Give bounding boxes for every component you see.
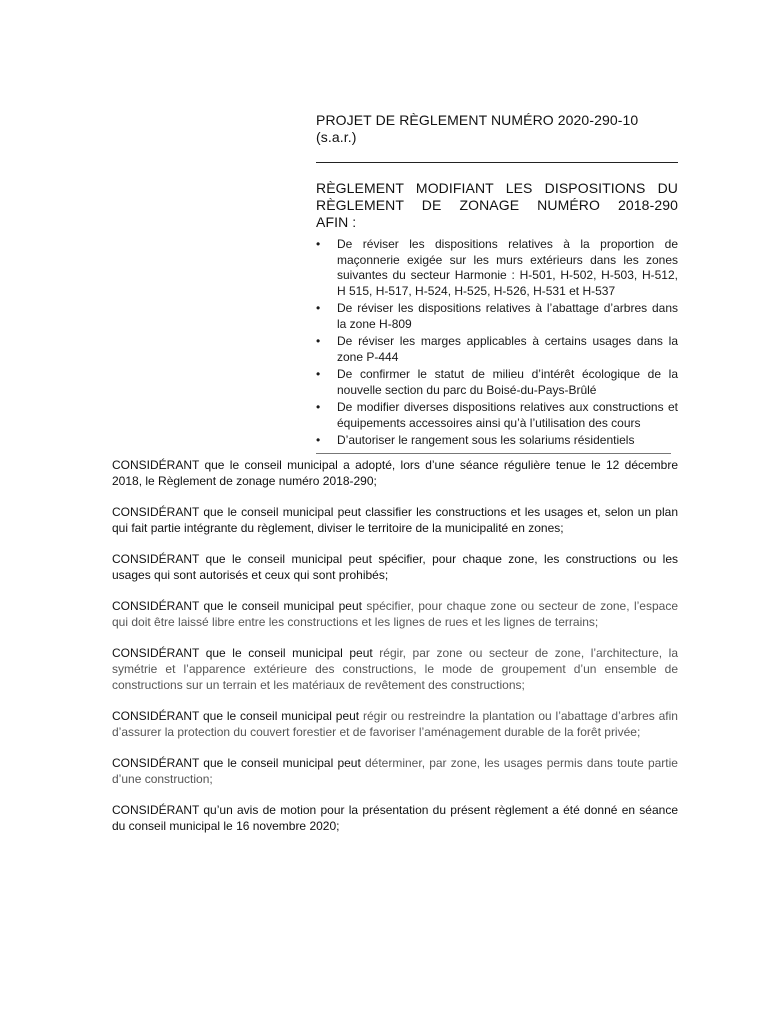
considering-paragraph [112,551,678,583]
document-header [316,112,678,454]
objective-item [316,334,678,365]
objective-text: De modifier diverses dispositions relatives aux constructions et équipements accessoires ainsi qu’à l’utilisation des cours [337,400,678,430]
bullet-icon: • [316,433,321,447]
bullet-icon: • [316,301,321,315]
paragraph-continuation-text: régir, par zone ou secteur de zone, l’architecture, la symétrie et l’apparence extérieure des constructions, le mode de groupement d’un ensemble de constructions sur un terrain et les matériaux de revêtement des constructions; [112,646,678,692]
bylaw-title-line-2: RÈGLEMENT DE ZONAGE NUMÉRO 2018-290 [316,197,678,213]
bylaw-title-line-3: AFIN : [316,214,357,230]
bullet-icon: • [316,334,321,348]
considering-paragraph [112,708,678,740]
objective-item [316,367,678,398]
paragraph-continuation-text: spécifier, pour chaque zone ou secteur de zone, l’espace qui doit être laissé libre entre les constructions et les lignes de rues et les lignes de terrains; [112,599,678,629]
project-number-line: PROJET DE RÈGLEMENT NUMÉRO 2020-290-10 [316,112,639,128]
paragraph-lead-text: CONSIDÉRANT que le conseil municipal peut [112,646,373,660]
bullet-icon: • [316,367,321,381]
paragraph-lead-text: CONSIDÉRANT que le conseil municipal peut spécifier, pour chaque zone, les constructions ou les usages qui sont autorisés et ceux qui sont prohibés; [112,552,678,582]
considering-paragraph [112,802,678,834]
objectives-list [316,237,678,449]
header-divider [316,162,678,163]
objective-item [316,433,678,449]
objective-text: De réviser les marges applicables à certains usages dans la zone P-444 [337,334,678,364]
objective-text: De réviser les dispositions relatives à la proportion de maçonnerie exigée sur les murs extérieurs dans les zones suivantes du secteur Harmonie : H-501, H-502, H-503, H-512, H 515, H-517, H-524, H-525, H-526, H-531 et H-537 [337,237,678,298]
considering-paragraph [112,457,678,489]
paragraph-lead-text: CONSIDÉRANT que le conseil municipal peut [112,709,360,723]
considering-paragraph [112,755,678,787]
objective-item [316,400,678,431]
considering-paragraph [112,598,678,630]
paragraph-lead-text: CONSIDÉRANT qu’un avis de motion pour la présentation du présent règlement a été donné en séance du conseil municipal le 16 novembre 2020; [112,803,678,833]
paragraph-continuation-text: déterminer, par zone, les usages permis dans toute partie d’une construction; [112,756,678,786]
objective-item [316,237,678,299]
paragraph-lead-text: CONSIDÉRANT que le conseil municipal peut [112,756,361,770]
bullet-icon: • [316,400,321,414]
objective-text: D’autoriser le rangement sous les solariums résidentiels [337,433,635,447]
objective-text: De confirmer le statut de milieu d’intérêt écologique de la nouvelle section du parc du Boisé-du-Pays-Brûlé [337,367,678,397]
objective-text: De réviser les dispositions relatives à l’abattage d’arbres dans la zone H-809 [337,301,678,331]
paragraph-lead-text: CONSIDÉRANT que le conseil municipal peut classifier les constructions et les usages et, selon un plan qui fait partie intégrante du règlement, diviser le territoire de la municipalité en zones; [112,505,678,535]
paragraph-continuation-text: régir ou restreindre la plantation ou l’abattage d’arbres afin d’assurer la protection du couvert forestier et de favoriser l’aménagement durable de la forêt privée; [112,709,678,739]
bylaw-title-line-1: RÈGLEMENT MODIFIANT LES DISPOSITIONS DU [316,180,678,196]
bullet-icon: • [316,237,321,251]
paragraph-lead-text: CONSIDÉRANT que le conseil municipal peut [112,599,362,613]
considering-paragraph [112,504,678,536]
paragraph-lead-text: CONSIDÉRANT que le conseil municipal a adopté, lors d’une séance régulière tenue le 12 décembre 2018, le Règlement de zonage numéro 2018-290; [112,458,678,488]
project-status-line: (s.a.r.) [316,129,357,145]
objective-item [316,301,678,332]
objectives-divider [316,453,671,454]
considering-paragraph [112,645,678,693]
considerations-section [112,457,678,849]
